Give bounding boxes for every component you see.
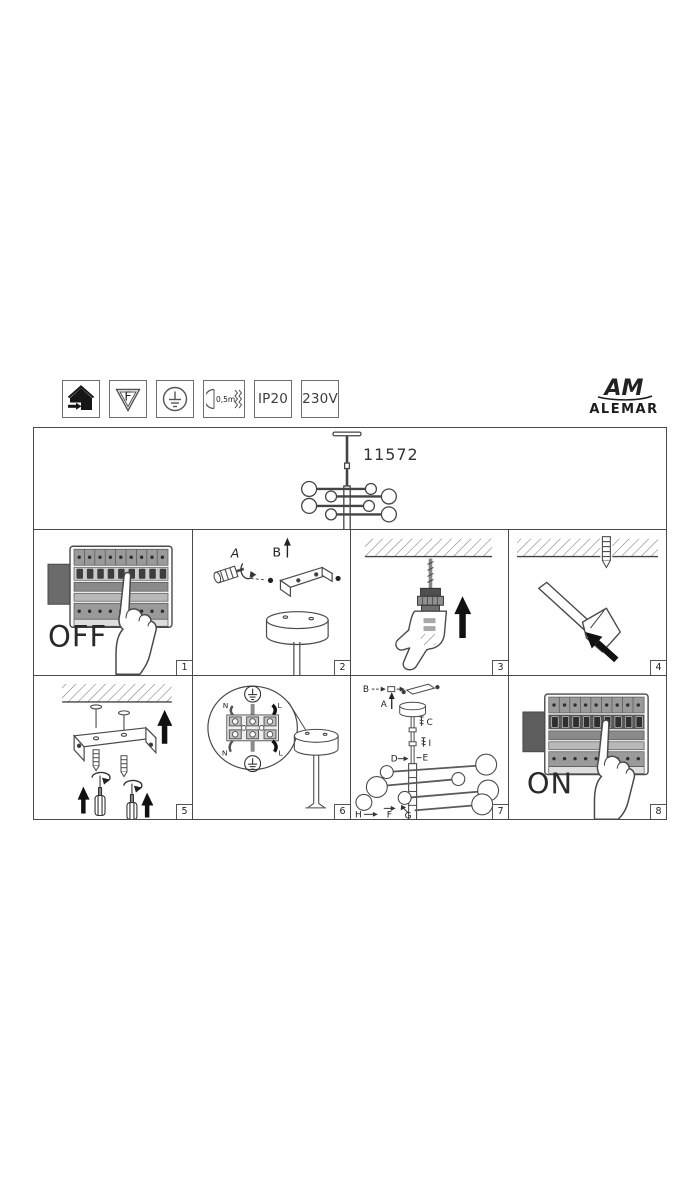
live-label-bottom: L	[278, 748, 283, 758]
product-drawing-panel	[34, 428, 666, 530]
canopy-rod-drawing	[267, 612, 329, 675]
step-number-badge: 4	[650, 660, 666, 675]
f-mark-letter: F	[124, 388, 132, 404]
step-number-badge: 8	[650, 804, 666, 819]
hammer-illustration	[509, 530, 666, 675]
screw-glyph	[422, 737, 426, 746]
screwdriver-drawing	[92, 772, 110, 815]
callout-e: E	[422, 753, 429, 764]
min-distance-value: 0,5m	[216, 395, 236, 404]
min-distance-icon	[203, 380, 245, 418]
step-number-badge: 6	[334, 804, 350, 819]
step-number-badge: 1	[176, 660, 192, 675]
circuit-breaker-drawing	[523, 694, 648, 774]
neutral-label-bottom: N	[221, 748, 228, 758]
callout-f: F	[386, 809, 392, 819]
step-1-power-off	[34, 530, 192, 675]
ceiling-bracket-drawing	[74, 727, 156, 760]
up-arrow	[454, 596, 471, 638]
brand-script-text: AM	[604, 376, 644, 401]
step-number-badge: 3	[492, 660, 508, 675]
step-3-drill-ceiling	[350, 530, 508, 675]
step-8-power-on	[508, 675, 666, 820]
canopy-mini-drawing	[400, 702, 426, 717]
step-4-hammer-anchor	[508, 530, 666, 675]
bracket-mini-drawing	[402, 684, 439, 694]
hammer-drawing	[539, 582, 620, 652]
globe-part-h	[356, 794, 372, 810]
step-5-fix-bracket	[34, 675, 192, 820]
bracket-screws-illustration	[34, 676, 192, 820]
lamp-distance-icon	[206, 384, 242, 414]
assembly-illustration	[351, 676, 508, 820]
breaker-on-illustration	[509, 676, 666, 820]
certification-icon-row	[62, 380, 339, 418]
globe-circles	[366, 754, 498, 815]
brand-name-text: ALEMAR	[589, 402, 659, 417]
part-a-label: A	[230, 545, 240, 561]
mounting-bracket-drawing	[280, 567, 332, 596]
neutral-label-top: N	[222, 700, 229, 710]
mounting-parts-illustration	[193, 530, 350, 675]
step-2-mounting-parts	[192, 530, 350, 675]
brand-logo-script	[584, 376, 664, 402]
ip-rating-text: IP20	[257, 391, 289, 407]
screwdriver-drawing	[124, 780, 142, 819]
ceiling-hatch	[365, 539, 492, 557]
callout-h: H	[354, 809, 362, 819]
indoor-use-icon	[62, 380, 100, 418]
step-number-badge: 7	[492, 804, 508, 819]
callout-c: C	[426, 717, 433, 728]
wiring-illustration	[193, 676, 350, 820]
up-arrow	[157, 709, 172, 743]
part-b-label: B	[272, 544, 282, 560]
voltage-text: 230V	[302, 391, 338, 407]
house-arrow-icon	[66, 384, 96, 414]
up-arrow-small	[141, 792, 153, 817]
brand-logo	[584, 376, 664, 417]
screw-glyph	[420, 716, 424, 725]
step-6-wiring	[192, 675, 350, 820]
voltage-badge	[301, 380, 339, 418]
ceiling-hatch	[62, 683, 172, 701]
circuit-breaker-drawing	[48, 546, 172, 627]
chandelier-product-drawing	[34, 428, 666, 529]
drill-illustration	[351, 530, 508, 675]
ceiling-hatch	[517, 539, 600, 557]
breaker-off-illustration	[34, 530, 192, 675]
step-number-badge: 2	[334, 660, 350, 675]
on-label: ON	[526, 765, 574, 800]
callout-d: D	[390, 754, 398, 765]
callout-b: B	[362, 684, 370, 695]
step-number-badge: 5	[176, 804, 192, 819]
threaded-nipple-drawing	[213, 564, 246, 584]
step-7-assembly	[350, 675, 508, 820]
callout-a: A	[380, 699, 387, 710]
triangle-f-icon	[113, 384, 143, 414]
up-arrow-small	[78, 786, 90, 813]
callout-i: I	[428, 738, 432, 749]
terminal-block-drawing	[227, 714, 279, 740]
earth-ground-icon	[156, 380, 194, 418]
ground-symbol-icon	[160, 384, 190, 414]
screw-drawing	[91, 704, 130, 733]
instruction-steps-grid	[34, 530, 666, 819]
product-model-number: 11572	[362, 445, 419, 465]
canopy-rod-drawing	[294, 729, 338, 808]
instruction-sheet	[33, 427, 667, 820]
off-label: OFF	[48, 619, 108, 654]
drill-drawing	[396, 559, 446, 670]
live-label-top: L	[277, 700, 282, 710]
f-mark-icon	[109, 380, 147, 418]
ip-rating-badge	[254, 380, 292, 418]
wall-anchor-drawing	[602, 537, 610, 568]
callout-g: G	[404, 810, 412, 819]
